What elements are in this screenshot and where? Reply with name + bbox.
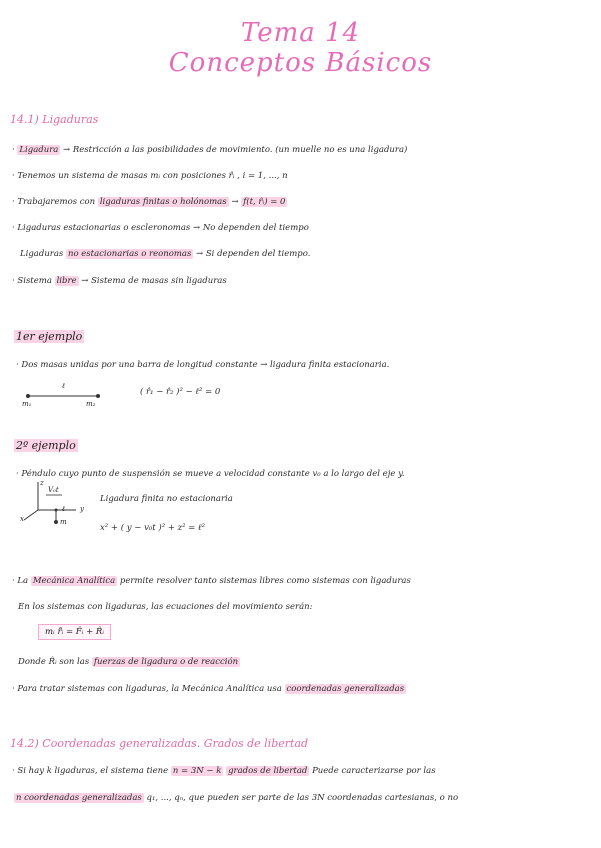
- term-fuerzas-ligadura: fuerzas de ligadura o de reacción: [93, 657, 239, 667]
- holonomic-equation: f(t, r̂ᵢ) = 0: [243, 197, 286, 207]
- mechanics-line2: En los sistemas con ligaduras, las ecuaciones del movimiento serán:: [18, 602, 313, 612]
- nonstationary-line: [20, 249, 310, 259]
- pendulum-mass-label: m: [60, 518, 67, 526]
- nonstationary-term: no estacionarias o reonomas: [67, 249, 192, 259]
- page-title-line1: Tema 14: [240, 18, 361, 48]
- term-n-coordenadas: n coordenadas generalizadas: [16, 793, 142, 803]
- free-term: libre: [56, 276, 77, 286]
- axis-z-label: z: [40, 479, 44, 487]
- definition-line: · Ligadura → Restricción a las posibilidades de movimiento. (un muelle no es una ligadura): [12, 145, 408, 155]
- degrees-formula: n = 3N − k: [172, 766, 222, 776]
- stationary-text: Ligaduras estacionarias o escleronomas → No dependen del tiempo: [17, 223, 309, 233]
- example1-heading: 1er ejemplo: [16, 330, 83, 343]
- free-system-line: · Sistema libre → Sistema de masas sin ligaduras: [12, 276, 227, 286]
- holonomic-pre: Trabajaremos con: [17, 197, 96, 207]
- mass2-label: m₂: [86, 400, 96, 408]
- masses-text: Tenemos un sistema de masas mᵢ con posiciones r̂ᵢ , i = 1, ..., n: [17, 171, 288, 181]
- example2-type: Ligadura finita no estacionaria: [100, 494, 233, 504]
- stationary-line: · Ligaduras estacionarias o escleronomas → No dependen del tiempo: [12, 223, 309, 233]
- mechanics-line1: · La Mecánica Analítica permite resolver tanto sistemas libres como sistemas con ligaduras: [12, 576, 411, 586]
- velocity-label: V₀t: [48, 486, 59, 494]
- holonomic-arrow: →: [231, 197, 239, 207]
- example2-heading: 2º ejemplo: [16, 439, 76, 452]
- page-title-line2: Conceptos Básicos: [168, 48, 433, 78]
- term-grados-libertad: grados de libertad: [228, 766, 308, 776]
- nonstationary-pre: Ligaduras: [20, 249, 64, 259]
- example1-equation: ( r̂₁ − r̂₂ )² − ℓ² = 0: [140, 387, 221, 397]
- holonomic-line: · Trabajaremos con ligaduras finitas o holónomas → f(t, r̂ᵢ) = 0: [12, 197, 286, 207]
- nonstationary-post: → Si dependen del tiempo.: [196, 249, 311, 259]
- degrees-line1: · Si hay k ligaduras, el sistema tiene n = 3N − k grados de libertad Puede caracterizarse por las: [12, 766, 436, 776]
- term-ligadura: Ligadura: [19, 145, 59, 155]
- bar-length-label: ℓ: [62, 382, 65, 390]
- section-heading-coordenadas: 14.2) Coordenadas generalizadas. Grados de libertad: [10, 737, 309, 750]
- masses-line: · Tenemos un sistema de masas mᵢ con posiciones r̂ᵢ , i = 1, ..., n: [12, 171, 288, 181]
- definition-text: → Restricción a las posibilidades de movimiento. (un muelle no es una ligadura): [63, 145, 408, 155]
- mechanics-line4: · Para tratar sistemas con ligaduras, la Mecánica Analítica usa coordenadas generalizadas: [12, 684, 405, 694]
- free-pre: Sistema: [17, 276, 52, 286]
- pendulum-length-label: ℓ: [62, 505, 65, 513]
- mass1-label: m₁: [22, 400, 32, 408]
- axis-x-label: x: [20, 515, 24, 523]
- example2-text: · Péndulo cuyo punto de suspensión se mueve a velocidad constante v₀ a lo largo del eje y.: [16, 469, 405, 479]
- section-heading-ligaduras: 14.1) Ligaduras: [10, 113, 99, 126]
- term-coordenadas-generalizadas: coordenadas generalizadas: [286, 684, 405, 694]
- degrees-line2: n coordenadas generalizadas q₁, ..., qₙ, que pueden ser parte de las 3N coordenadas cartesianas, o no: [16, 793, 459, 803]
- axis-y-label: y: [80, 505, 84, 513]
- example2-equation: x² + ( y − v₀t )² + z² = ℓ²: [100, 523, 206, 533]
- free-post: → Sistema de masas sin ligaduras: [81, 276, 227, 286]
- mechanics-line3: Donde R̂ᵢ son las fuerzas de ligadura o de reacción: [18, 657, 239, 667]
- term-mecanica-analitica: Mecánica Analítica: [32, 576, 116, 586]
- holonomic-term: ligaduras finitas o holónomas: [99, 197, 227, 207]
- example1-text: · Dos masas unidas por una barra de longitud constante → ligadura finita estacionaria.: [16, 360, 390, 370]
- motion-equation-box: mᵢ r̂̈ᵢ = F̂ᵢ + R̂ᵢ: [38, 624, 111, 640]
